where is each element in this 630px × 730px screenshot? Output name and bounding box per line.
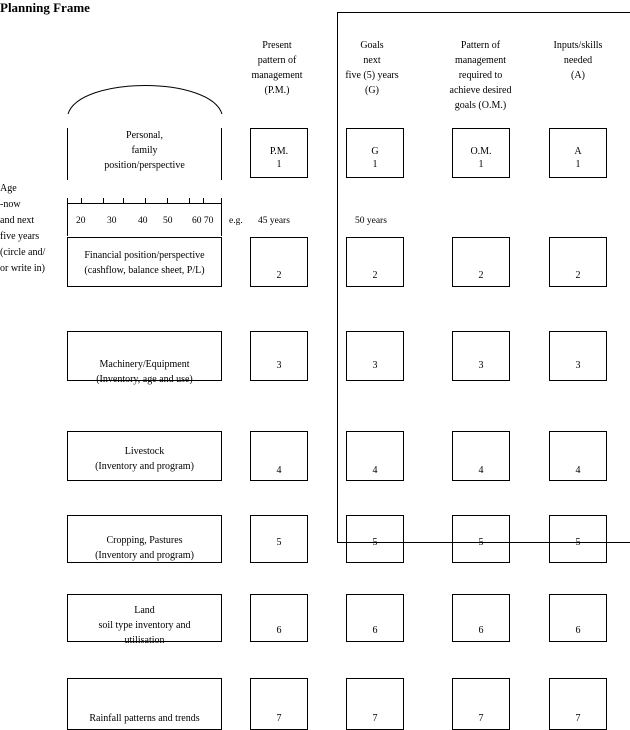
rainfall-om-box[interactable]: 7	[452, 678, 510, 730]
land-g-box[interactable]: 6	[346, 594, 404, 642]
cropping-om-box[interactable]: 5	[452, 515, 510, 563]
age-50[interactable]: 50	[163, 216, 173, 226]
eg-label: e.g.	[229, 216, 243, 226]
rainfall-pm-box[interactable]: 7	[250, 678, 308, 730]
column-header-goals: Goals next five (5) years (G)	[345, 40, 399, 96]
cropping-a-box[interactable]: 5	[549, 515, 607, 563]
rainfall-a-box[interactable]: 7	[549, 678, 607, 730]
age-instructions: Age -now and next five years (circle and/ or write in)	[0, 183, 46, 274]
om-code-box: O.M. 1	[452, 128, 510, 178]
eg-present-age: 45 years	[258, 216, 290, 226]
personal-label: Personal, family position/perspective	[104, 130, 185, 171]
column-header-present: Present pattern of management (P.M.)	[251, 40, 303, 96]
age-scale[interactable]	[67, 198, 222, 236]
g-code-box: G 1	[346, 128, 404, 178]
land-om-box[interactable]: 6	[452, 594, 510, 642]
age-30[interactable]: 30	[107, 216, 117, 226]
machinery-pm-box[interactable]: 3	[250, 331, 308, 381]
financial-a-box[interactable]: 2	[549, 237, 607, 287]
age-40[interactable]: 40	[138, 216, 148, 226]
personal-right-line	[221, 128, 222, 180]
financial-g-box[interactable]: 2	[346, 237, 404, 287]
machinery-om-box[interactable]: 3	[452, 331, 510, 381]
column-header-pattern: Pattern of management required to achieve desired goals (O.M.)	[449, 40, 512, 111]
frame-top-line	[337, 12, 630, 13]
pm-code-box: P.M. 1	[250, 128, 308, 178]
age-20[interactable]: 20	[76, 216, 86, 226]
financial-om-box[interactable]: 2	[452, 237, 510, 287]
rainfall-g-box[interactable]: 7	[346, 678, 404, 730]
land-pm-box[interactable]: 6	[250, 594, 308, 642]
livestock-g-box[interactable]: 4	[346, 431, 404, 481]
land-a-box[interactable]: 6	[549, 594, 607, 642]
financial-label-box: Financial position/perspective (cashflow, balance sheet, P/L)	[67, 237, 222, 287]
financial-pm-box[interactable]: 2	[250, 237, 308, 287]
cropping-pm-box[interactable]: 5	[250, 515, 308, 563]
cropping-label-box: Cropping, Pastures (Inventory and program)	[67, 515, 222, 563]
cropping-g-box[interactable]: 5	[346, 515, 404, 563]
livestock-label-box: Livestock (Inventory and program)	[67, 431, 222, 481]
livestock-om-box[interactable]: 4	[452, 431, 510, 481]
machinery-g-box[interactable]: 3	[346, 331, 404, 381]
machinery-label-box: Machinery/Equipment (Inventory, age and use)	[67, 331, 222, 381]
livestock-pm-box[interactable]: 4	[250, 431, 308, 481]
rainfall-label-box: Rainfall patterns and trends	[67, 678, 222, 730]
land-label-box: Land soil type inventory and utilisation	[67, 594, 222, 642]
column-header-inputs: Inputs/skills needed (A)	[553, 40, 603, 81]
a-code-box: A 1	[549, 128, 607, 178]
age-60-70[interactable]: 60 70	[192, 216, 214, 226]
eg-goal-age: 50 years	[355, 216, 387, 226]
livestock-a-box[interactable]: 4	[549, 431, 607, 481]
page-title: Planning Frame	[0, 0, 90, 15]
machinery-a-box[interactable]: 3	[549, 331, 607, 381]
bracket-arc	[60, 80, 230, 120]
